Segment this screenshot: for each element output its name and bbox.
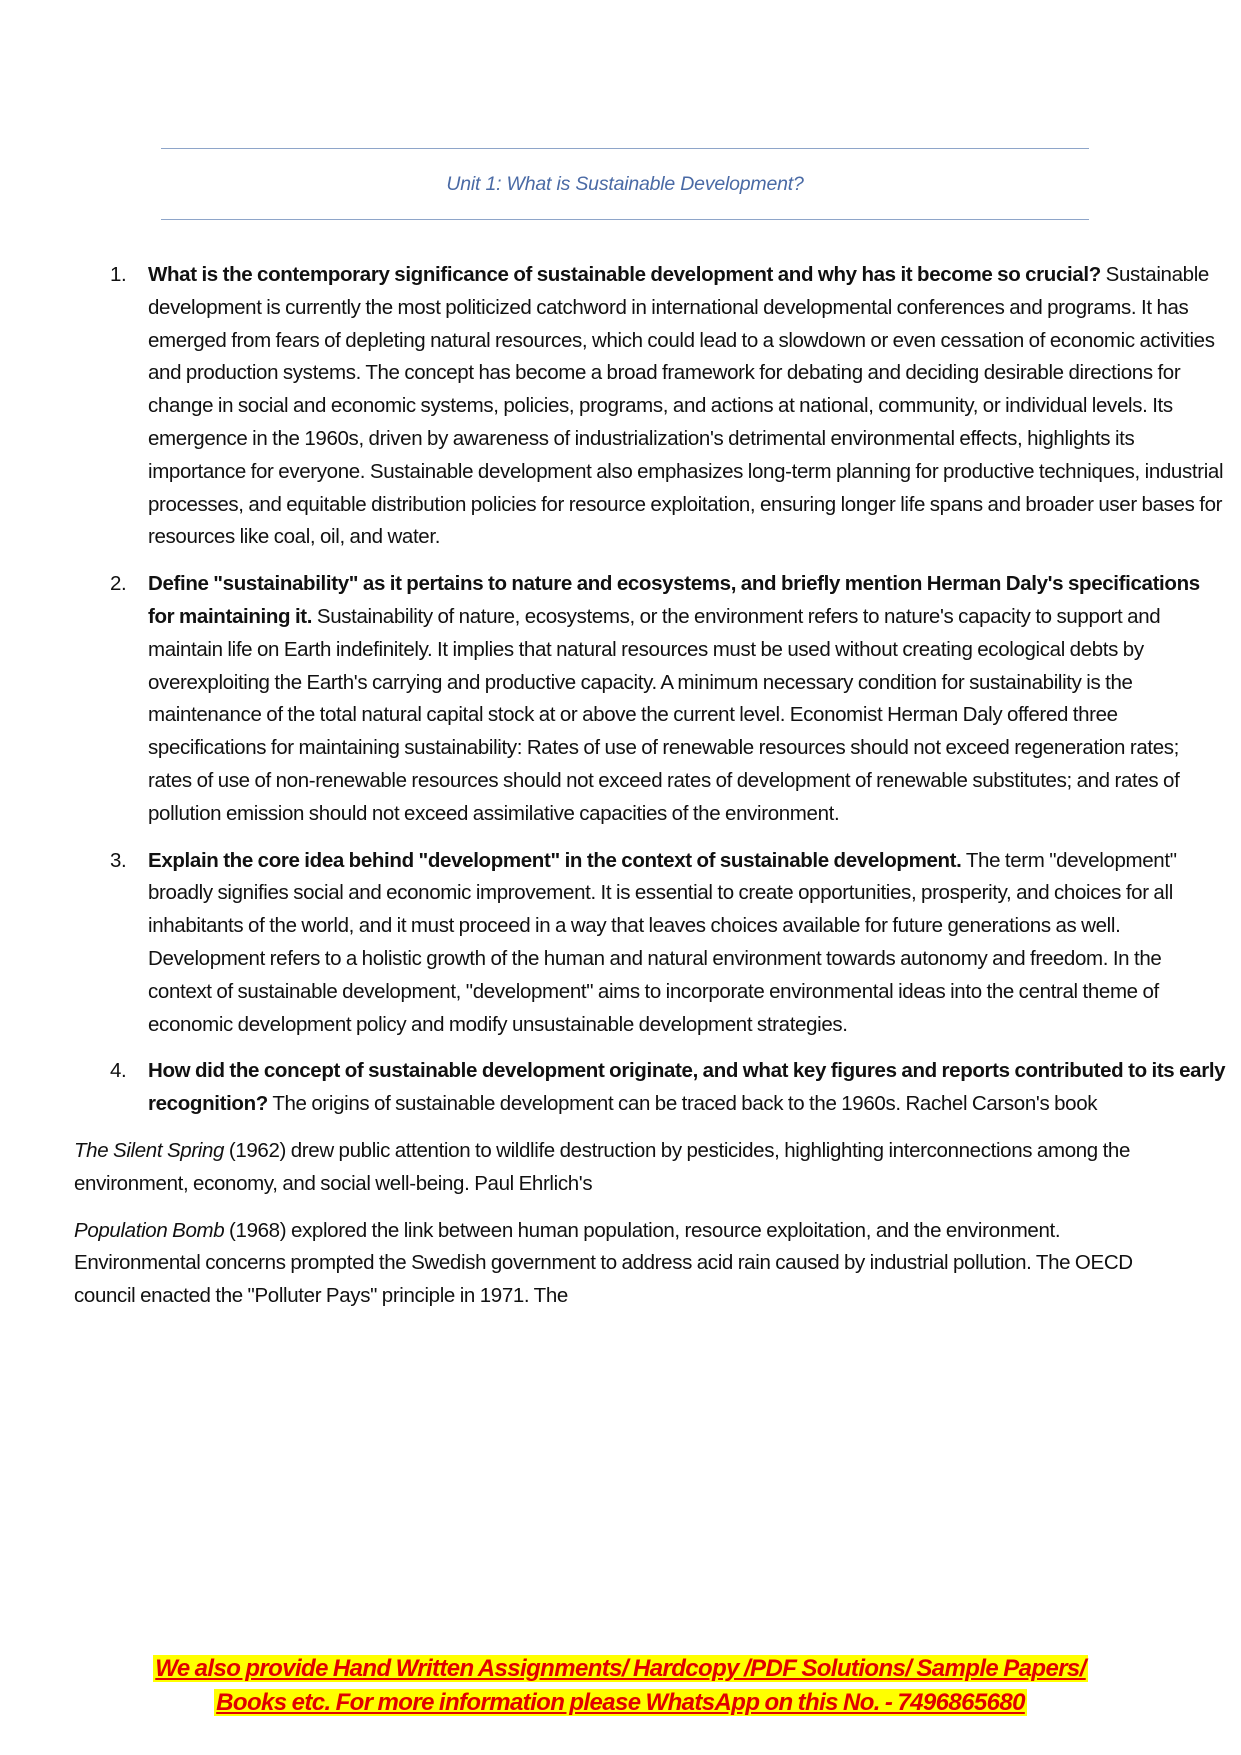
answer-text: Sustainability of nature, ecosystems, or the environment refers to nature's capacity to support and maintain life on Earth indefinitely. It implies that natural resources must be used without creating ecological debts by overexploiting the Earth's carrying and productive capacity. A minimum necessary condition for sustainability is the maintenance of the total natural capital stock at or above the current level. Economist Herman Daly offered three specifications for maintaining sustainability: Rates of use of renewable resources should not exceed regeneration rates; rates of use of non-renewable resources should not exceed rates of development of renewable substitutes; and rates of pollution emission should not exceed assimilative capacities of the environment. <box>148 604 1180 825</box>
paragraph-text: (1968) explored the link between human population, resource exploitation, and the environment. Environmental concerns prompted the Swedish government to address acid rain caused by industrial pollution. The OECD council enacted the "Polluter Pays" principle in 1971. The <box>74 1218 1133 1308</box>
question-item <box>74 1055 1226 1121</box>
book-title: The Silent Spring <box>74 1138 225 1162</box>
header-top-rule <box>161 148 1089 149</box>
question-number: 4. <box>110 1059 127 1083</box>
question-number: 3. <box>110 848 127 872</box>
page-title: Unit 1: What is Sustainable Development? <box>446 173 804 195</box>
paragraph-text: (1962) drew public attention to wildlife destruction by pesticides, highlighting interconnections among the environment, economy, and social well-being. Paul Ehrlich's <box>74 1138 1131 1195</box>
page-header <box>161 148 1089 220</box>
answer-text: The origins of sustainable development can be traced back to the 1960s. Rachel Carson's book <box>267 1092 1098 1116</box>
answer-text: Sustainable development is currently the most politicized catchword in international developmental conferences and programs. It has emerged from fears of depleting natural resources, which could lead to a slowdown or even cessation of economic activities and production systems. The concept has become a broad framework for debating and deciding desirable directions for change in social and economic systems, policies, programs, and actions at national, community, or individual levels. Its emergence in the 1960s, driven by awareness of industrialization's detrimental environmental effects, highlights its importance for everyone. Sustainable development also emphasizes long-term planning for productive techniques, industrial processes, and equitable distribution policies for resource exploitation, ensuring longer life spans and broader user bases for resources like coal, oil, and water. <box>148 263 1224 549</box>
question-number: 2. <box>110 572 127 596</box>
promo-line-2: Books etc. For more information please WhatsApp on this No. - 7496865680 <box>216 1689 1025 1716</box>
question-number: 1. <box>110 263 127 286</box>
question-text: Define "sustainability" as it pertains to nature and ecosystems, and briefly mention Herman Daly's specifications for maintaining it. <box>148 572 1200 628</box>
body-paragraph <box>74 1215 1149 1313</box>
header-bottom-rule <box>161 219 1089 220</box>
answer-text: The term "development" broadly signifies social and economic improvement. It is essential to create opportunities, prosperity, and choices for all inhabitants of the world, and it must proceed in a way that leaves choices available for future generations as well. Development refers to a holistic growth of the human and natural environment towards autonomy and freedom. In the context of sustainable development, "development" aims to incorporate environmental ideas into the central theme of economic development policy and modify unsustainable development strategies. <box>148 848 1177 1036</box>
promo-banner <box>0 1652 1241 1720</box>
book-title: Population Bomb <box>74 1218 225 1242</box>
question-item <box>74 259 1226 554</box>
question-text: Explain the core idea behind "development" in the context of sustainable development. <box>148 848 962 872</box>
question-list <box>74 259 1226 1121</box>
document-body <box>74 259 1226 1327</box>
question-text: How did the concept of sustainable development originate, and what key figures and reports contributed to its early recognition? <box>148 1059 1226 1116</box>
promo-line-1: We also provide Hand Written Assignments/ Hardcopy /PDF Solutions/ Sample Papers/ <box>155 1655 1086 1682</box>
body-paragraph <box>74 1135 1149 1201</box>
question-item <box>74 568 1226 830</box>
question-text: What is the contemporary significance of sustainable development and why has it become so crucial? <box>148 263 1101 286</box>
question-item <box>74 845 1226 1042</box>
